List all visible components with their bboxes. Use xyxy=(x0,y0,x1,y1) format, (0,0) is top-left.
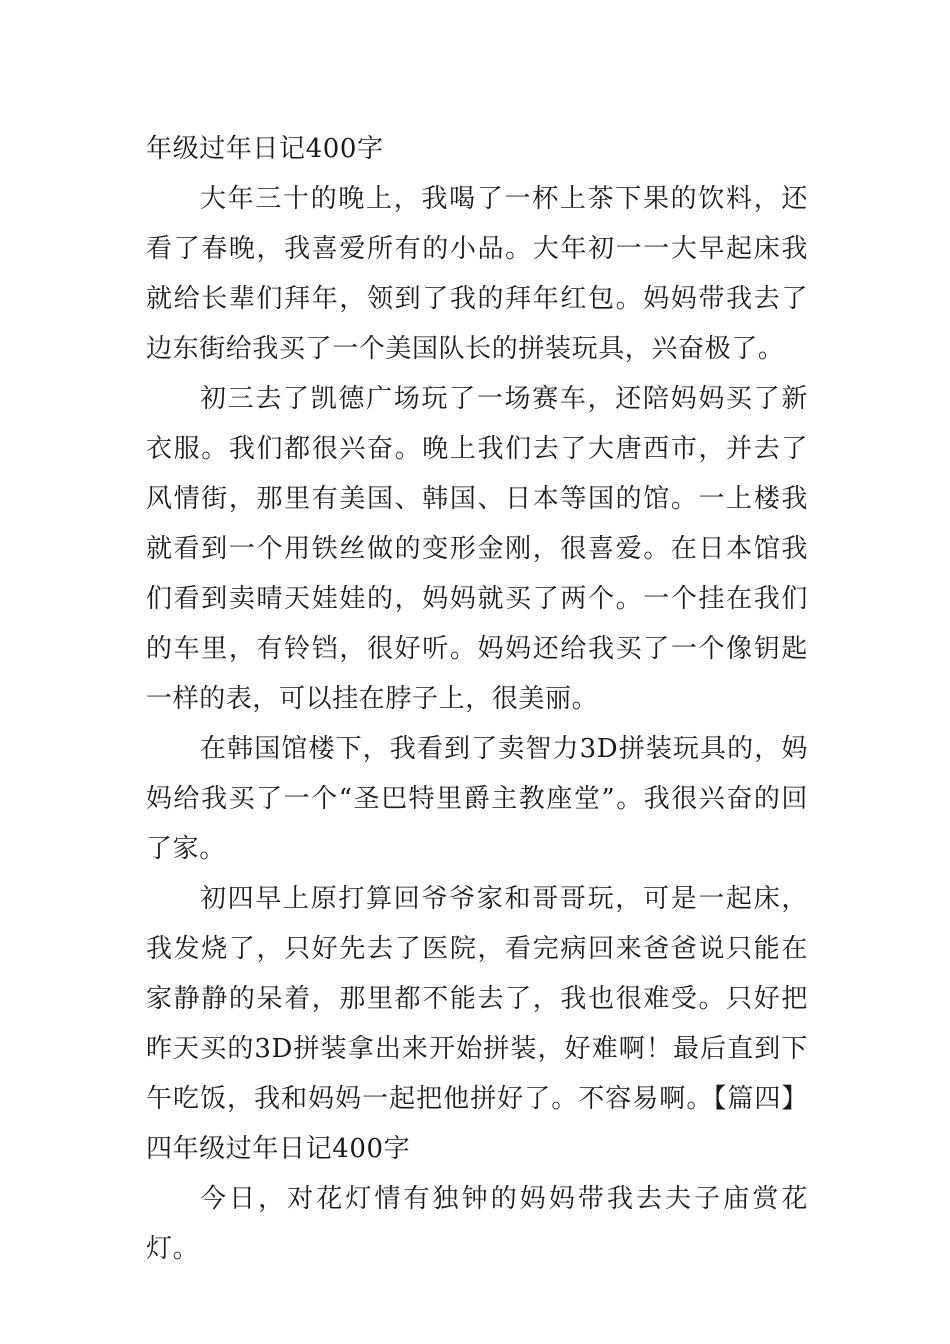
paragraph-2: 初三去了凯德广场玩了一场赛车，还陪妈妈买了新衣服。我们都很兴奋。晚上我们去了大唐西市，并去了风情街，那里有美国、韩国、日本等国的馆。一上楼我就看到一个用铁丝做的变形金刚，很喜爱。在日本馆我们看到卖晴天娃娃的，妈妈就买了两个。一个挂在我们的车里，有铃铛，很好听。妈妈还给我买了一个像钥匙一样的表，可以挂在脖子上，很美丽。 xyxy=(146,384,808,714)
paragraph-5: 今日，对花灯情有独钟的妈妈带我去夫子庙赏花灯。 xyxy=(146,1184,808,1264)
paragraph-3: 在韩国馆楼下，我看到了卖智力3D拼装玩具的，妈妈给我买了一个“圣巴特里爵主教座堂”。我很兴奋的回了家。 xyxy=(146,734,808,864)
heading-line: 年级过年日记400字 xyxy=(146,134,384,164)
paragraph-4: 初四早上原打算回爷爷家和哥哥玩，可是一起床，我发烧了，只好先去了医院，看完病回来爸爸说只能在家静静的呆着，那里都不能去了，我也很难受。只好把昨天买的3D拼装拿出来开始拼装，好难啊！最后直到下午吃饭，我和妈妈一起把他拼好了。不容易啊。【篇四】四年级过年日记400字 xyxy=(146,884,808,1164)
document-body xyxy=(146,124,808,1274)
paragraph-1: 大年三十的晚上，我喝了一杯上茶下果的饮料，还看了春晚，我喜爱所有的小品。大年初一一大早起床我就给长辈们拜年，领到了我的拜年红包。妈妈带我去了边东街给我买了一个美国队长的拼装玩具，兴奋极了。 xyxy=(146,184,808,364)
